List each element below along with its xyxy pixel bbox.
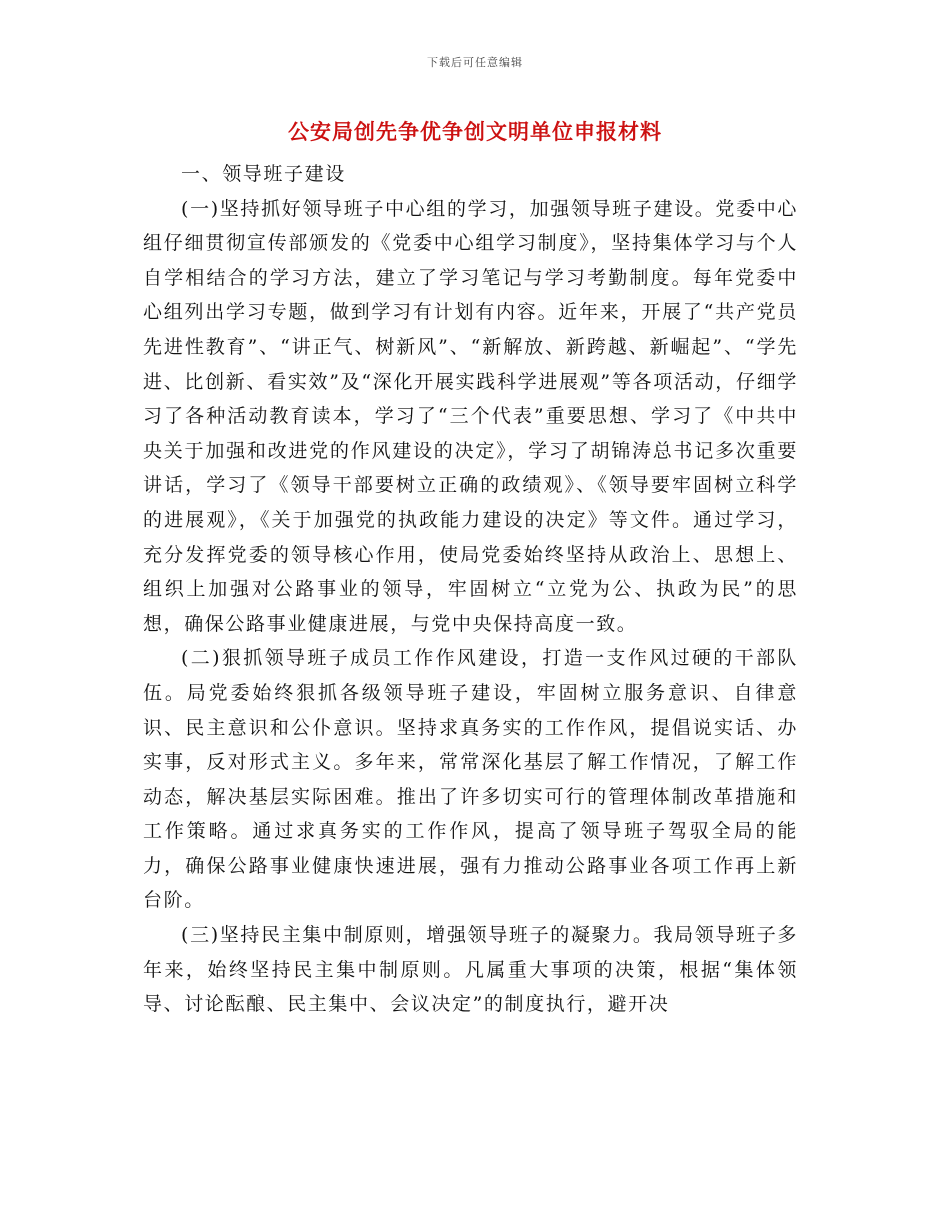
paragraph-3: (三)坚持民主集中制原则，增强领导班子的凝聚力。我局领导班子多年来，始终坚持民主集中制原则。凡属重大事项的决策，根据“集体领导、讨论酝酿、民主集中、会议决定”的制度执行，避开决	[143, 924, 798, 1016]
document-body	[143, 157, 798, 1022]
paragraph-1: (一)坚持抓好领导班子中心组的学习，加强领导班子建设。党委中心组仔细贯彻宣传部颁发的《党委中心组学习制度》，坚持集体学习与个人自学相结合的学习方法，建立了学习笔记与学习考勤制度。每年党委中心组列出学习专题，做到学习有计划有内容。近年来，开展了“共产党员先进性教育”、“讲正气、树新风”、“新解放、新跨越、新崛起”、“学先进、比创新、看实效”及“深化开展实践科学进展观”等各项活动，仔细学习了各种活动教育读本，学习了“三个代表”重要思想、学习了《中共中央关于加强和改进党的作风建设的决定》，学习了胡锦涛总书记多次重要讲话，学习了《领导干部要树立正确的政绩观》、《领导要牢固树立科学的进展观》，《关于加强党的执政能力建设的决定》等文件。通过学习，充分发挥党委的领导核心作用，使局党委始终坚持从政治上、思想上、组织上加强对公路事业的领导，牢固树立“立党为公、执政为民”的思想，确保公路事业健康进展，与党中央保持高度一致。	[143, 197, 798, 635]
section-heading: 一、领导班子建设	[181, 163, 346, 185]
document-title: 公安局创先争优争创文明单位申报材料	[288, 119, 662, 144]
header-note: 下载后可任意编辑	[427, 56, 523, 69]
paragraph-2: (二)狠抓领导班子成员工作作风建设，打造一支作风过硬的干部队伍。局党委始终狠抓各级领导班子建设，牢固树立服务意识、自律意识、民主意识和公仆意识。坚持求真务实的工作作风，提倡说实话、办实事，反对形式主义。多年来，常常深化基层了解工作情况，了解工作动态，解决基层实际困难。推出了许多切实可行的管理体制改革措施和工作策略。通过求真务实的工作作风，提高了领导班子驾驭全局的能力，确保公路事业健康快速进展，强有力推动公路事业各项工作再上新台阶。	[143, 647, 798, 912]
